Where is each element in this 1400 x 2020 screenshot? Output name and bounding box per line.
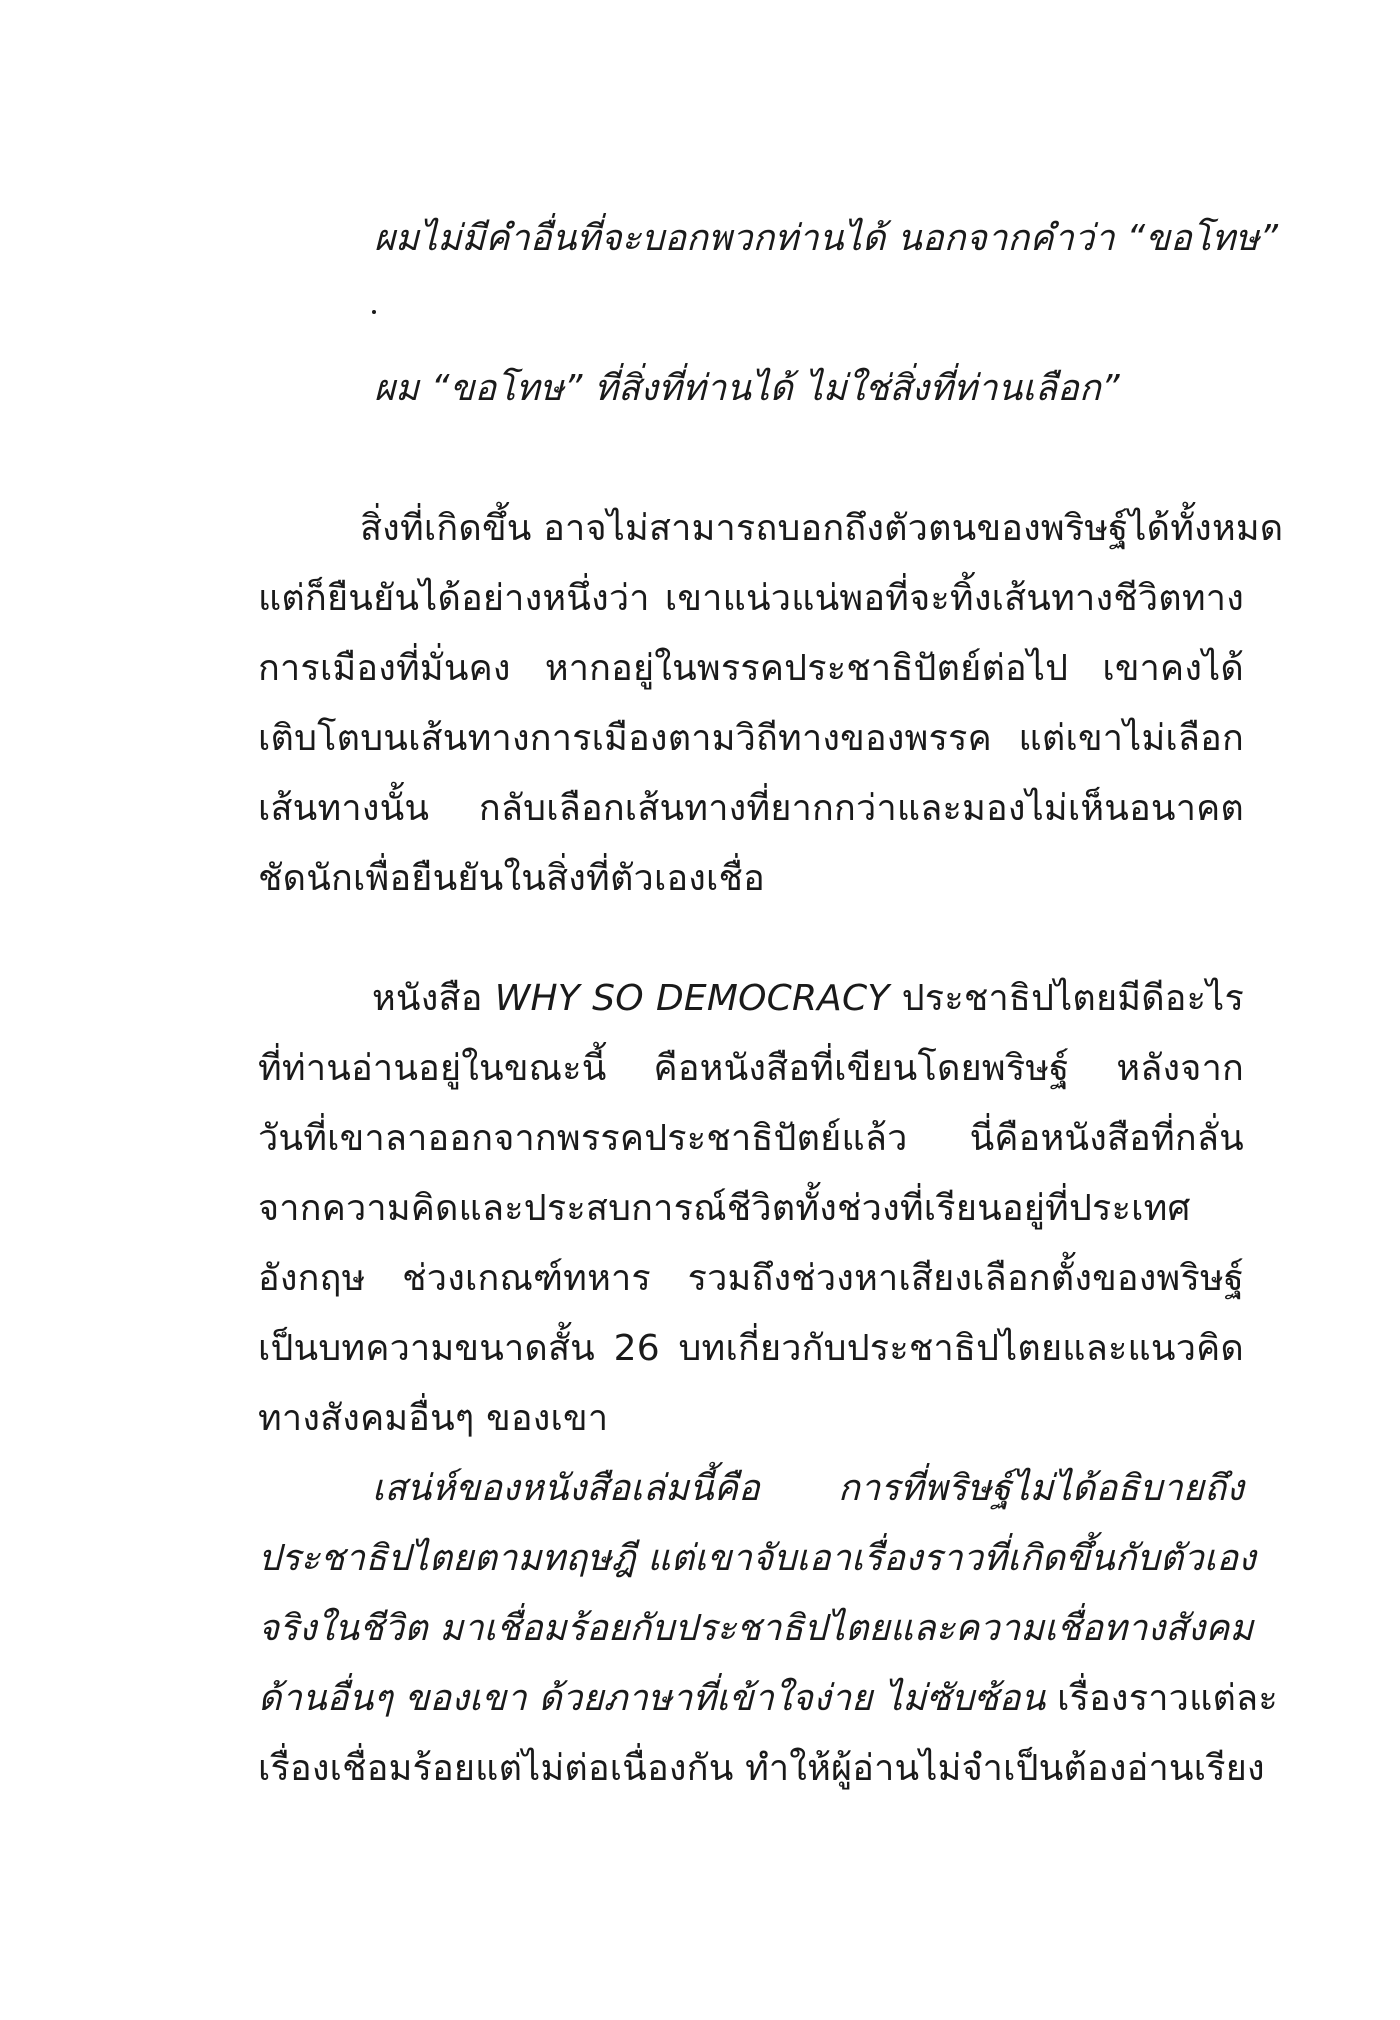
paragraph-2-line-5: อังกฤษ ช่วงเกณฑ์ทหาร รวมถึงช่วงหาเสียงเลือกตั้งของพริษฐ์ xyxy=(258,1258,1244,1299)
paragraph-2-line-7: ทางสังคมอื่นๆ ของเขา xyxy=(258,1398,609,1439)
paragraph-2-line-1 xyxy=(372,974,1244,1024)
paragraph-3-line-4-italic: ด้านอื่นๆ ของเขา ด้วยภาษาที่เข้าใจง่าย ไม่ซับซ้อน xyxy=(258,1678,1046,1719)
quote-line-1: ผมไม่มีคำอื่นที่จะบอกพวกท่านได้ นอกจากคำว่า “ขอโทษ” xyxy=(374,218,1279,259)
paragraph-2-line-2: ที่ท่านอ่านอยู่ในขณะนี้ คือหนังสือที่เขียนโดยพริษฐ์ หลังจาก xyxy=(258,1048,1244,1089)
paragraph-3-line-4-normal: เรื่องราวแต่ละ xyxy=(1045,1678,1278,1719)
paragraph-2-suffix: ประชาธิปไตยมีดีอะไร xyxy=(889,978,1245,1019)
paragraph-3-line-1: เสน่ห์ของหนังสือเล่มนี้คือ การที่พริษฐ์ไม่ได้อธิบายถึง xyxy=(372,1468,1244,1509)
paragraph-3-line-3: จริงในชีวิต มาเชื่อมร้อยกับประชาธิปไตยและความเชื่อทางสังคม xyxy=(258,1608,1254,1649)
stray-mark xyxy=(372,310,376,314)
paragraph-2-line-3: วันที่เขาลาออกจากพรรคประชาธิปัตย์แล้ว นี่คือหนังสือที่กลั่น xyxy=(258,1118,1244,1159)
paragraph-3-line-4 xyxy=(258,1674,1278,1724)
paragraph-1-line-3: การเมืองที่มั่นคง หากอยู่ในพรรคประชาธิปัตย์ต่อไป เขาคงได้ xyxy=(258,648,1244,689)
paragraph-2-prefix: หนังสือ xyxy=(372,978,495,1019)
paragraph-2-line-4: จากความคิดและประสบการณ์ชีวิตทั้งช่วงที่เรียนอยู่ที่ประเทศ xyxy=(258,1188,1191,1229)
paragraph-3-line-5: เรื่องเชื่อมร้อยแต่ไม่ต่อเนื่องกัน ทำให้ผู้อ่านไม่จำเป็นต้องอ่านเรียง xyxy=(258,1748,1265,1789)
paragraph-1-line-6: ชัดนักเพื่อยืนยันในสิ่งที่ตัวเองเชื่อ xyxy=(258,858,766,899)
paragraph-2-line-6: เป็นบทความขนาดสั้น 26 บทเกี่ยวกับประชาธิปไตยและแนวคิด xyxy=(258,1328,1244,1369)
paragraph-3-line-2: ประชาธิปไตยตามทฤษฎี แต่เขาจับเอาเรื่องราวที่เกิดขึ้นกับตัวเอง xyxy=(258,1538,1256,1579)
paragraph-1-line-1: สิ่งที่เกิดขึ้น อาจไม่สามารถบอกถึงตัวตนของพริษฐ์ได้ทั้งหมด xyxy=(360,508,1284,549)
quote-line-2: ผม “ขอโทษ” ที่สิ่งที่ท่านได้ ไม่ใช่สิ่งที่ท่านเลือก” xyxy=(374,368,1120,409)
paragraph-1-line-4: เติบโตบนเส้นทางการเมืองตามวิถีทางของพรรค แต่เขาไม่เลือก xyxy=(258,718,1244,759)
paragraph-1-line-2: แต่ก็ยืนยันได้อย่างหนึ่งว่า เขาแน่วแน่พอที่จะทิ้งเส้นทางชีวิตทาง xyxy=(258,578,1244,619)
paragraph-1-line-5: เส้นทางนั้น กลับเลือกเส้นทางที่ยากกว่าและมองไม่เห็นอนาคต xyxy=(258,788,1244,829)
book-title: WHY SO DEMOCRACY xyxy=(494,978,890,1019)
